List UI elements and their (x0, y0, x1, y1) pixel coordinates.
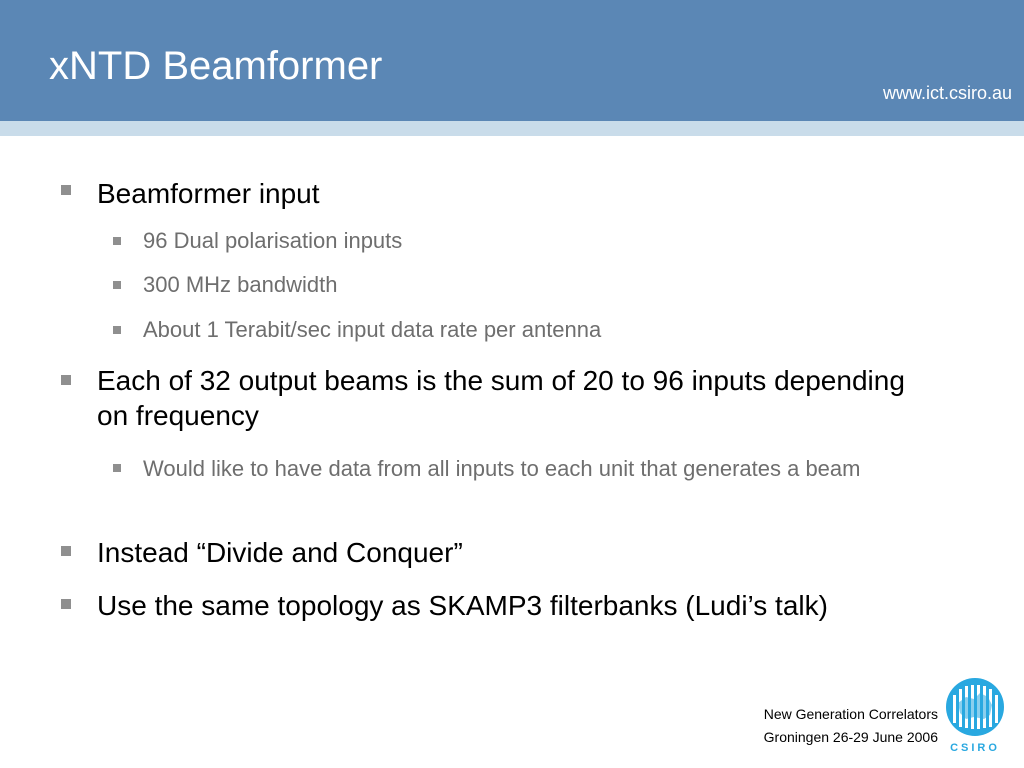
footer-event-date: Groningen 26-29 June 2006 (763, 729, 938, 745)
bullet-item: Beamformer input (97, 178, 320, 209)
footer (764, 703, 938, 749)
sub-bullet-item: 96 Dual polarisation inputs (143, 228, 403, 253)
website-url[interactable]: www.ict.csiro.au (882, 83, 1012, 103)
bullet-item: Instead “Divide and Conquer” (97, 537, 463, 568)
sub-bullet-marker (113, 326, 121, 334)
slide-title: xNTD Beamformer (49, 44, 383, 88)
sub-bullet-marker (113, 237, 121, 245)
footer-event-name: New Generation Correlators (763, 706, 938, 722)
sub-bullet-marker (113, 281, 121, 289)
bullet-marker (61, 185, 71, 195)
csiro-logo-icon (944, 677, 1006, 757)
bullet-marker (61, 375, 71, 385)
sub-bullet-marker (113, 464, 121, 472)
sub-bullet-item: About 1 Terabit/sec input data rate per antenna (143, 317, 602, 342)
logo-wordmark: CSIRO (950, 742, 1000, 754)
bullet-marker (61, 546, 71, 556)
sub-bullet-item: 300 MHz bandwidth (143, 272, 338, 297)
bullet-item: Use the same topology as SKAMP3 filterbanks (Ludi’s talk) (97, 590, 828, 621)
sub-bullet-item: Would like to have data from all inputs to each unit that generates a beam (143, 456, 861, 481)
bullet-item: Each of 32 output beams is the sum of 20 to 96 inputs depending on frequency (97, 365, 905, 431)
bullet-marker (61, 599, 71, 609)
